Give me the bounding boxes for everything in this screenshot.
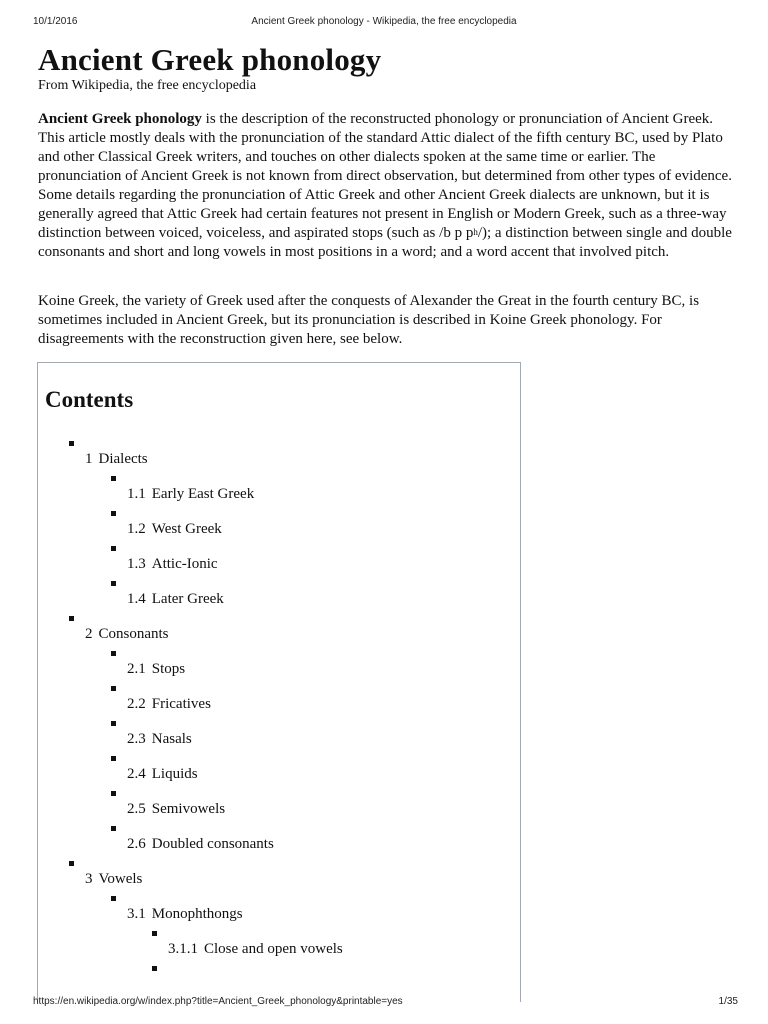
toc-item-later-greek[interactable]: 1.4 Later Greek <box>127 591 224 607</box>
toc-item-doubled-consonants[interactable]: 2.6 Doubled consonants <box>127 836 274 852</box>
toc-bullet <box>152 931 157 936</box>
toc-item-dialects[interactable]: 1 Dialects <box>85 451 148 467</box>
toc-bullet <box>111 721 116 726</box>
toc-item-semivowels[interactable]: 2.5 Semivowels <box>127 801 226 817</box>
intro-text-a: is the description of the reconstructed phonology or pronunciation of Ancient Greek. This article mostly deals with the pronunciation of the standard Attic dialect of the fifth century BC, used by Plato and other Classical Greek writers, and touches on other dialects spoken at the same time or earlier. The pronunciation of Ancient Greek is not known from direct observation, but determined from other types of evidence. Some details regarding the pronunciation of Attic Greek and other Ancient Greek dialects are unknown, but it is generally agreed that Attic Greek had certain features not present in English or Modern Greek, such as a three-way distinction between voiced, voiceless, and aspirated stops (such as /b p p <box>38 111 732 241</box>
toc-bullet <box>69 616 74 621</box>
toc-bullet <box>69 441 74 446</box>
toc-item-west-greek[interactable]: 1.2 West Greek <box>127 521 222 537</box>
toc-bullet <box>111 651 116 656</box>
toc-bullet <box>152 966 157 971</box>
aspiration-superscript: h <box>473 227 478 237</box>
intro-text-b: /); a distinction between single and double consonants and short and long vowels in most positions in a word; and a word accent that involved pitch. <box>38 225 732 260</box>
toc-bullet <box>111 826 116 831</box>
print-date: 10/1/2016 <box>33 16 78 27</box>
toc-item-liquids[interactable]: 2.4 Liquids <box>127 766 198 782</box>
table-of-contents <box>37 362 521 1002</box>
toc-item-close-and-open-vowels[interactable]: 3.1.1 Close and open vowels <box>168 941 343 957</box>
toc-bullet <box>111 686 116 691</box>
toc-item-stops[interactable]: 2.1 Stops <box>127 661 186 677</box>
lead-term: Ancient Greek phonology <box>38 111 202 127</box>
toc-bullet <box>111 546 116 551</box>
toc-item-early-east-greek[interactable]: 1.1 Early East Greek <box>127 486 255 502</box>
intro-paragraph <box>38 110 738 262</box>
toc-item-attic-ionic[interactable]: 1.3 Attic-Ionic <box>127 556 218 572</box>
toc-title: Contents <box>45 387 134 412</box>
toc-bullet <box>111 791 116 796</box>
page-title: Ancient Greek phonology <box>38 42 382 77</box>
toc-bullet <box>111 756 116 761</box>
toc-bullet <box>69 861 74 866</box>
print-header-title: Ancient Greek phonology - Wikipedia, the free encyclopedia <box>251 16 517 27</box>
koine-paragraph: Koine Greek, the variety of Greek used after the conquests of Alexander the Great in the fourth century BC, is sometimes included in Ancient Greek, but its pronunciation is described in Koine Greek phonology. For disagreements with the reconstruction given here, see below. <box>38 293 700 347</box>
page-number: 1/35 <box>718 996 738 1007</box>
toc-item-vowels[interactable]: 3 Vowels <box>85 871 143 887</box>
page-subtitle: From Wikipedia, the free encyclopedia <box>38 78 257 93</box>
toc-bullet <box>111 581 116 586</box>
toc-bullet <box>111 896 116 901</box>
toc-item-fricatives[interactable]: 2.2 Fricatives <box>127 696 211 712</box>
toc-bullet <box>111 511 116 516</box>
toc-item-monophthongs[interactable]: 3.1 Monophthongs <box>127 906 243 922</box>
toc-bullet <box>111 476 116 481</box>
toc-item-nasals[interactable]: 2.3 Nasals <box>127 731 192 747</box>
print-footer-url: https://en.wikipedia.org/w/index.php?title=Ancient_Greek_phonology&printable=yes <box>33 996 403 1007</box>
toc-item-consonants[interactable]: 2 Consonants <box>85 626 169 642</box>
